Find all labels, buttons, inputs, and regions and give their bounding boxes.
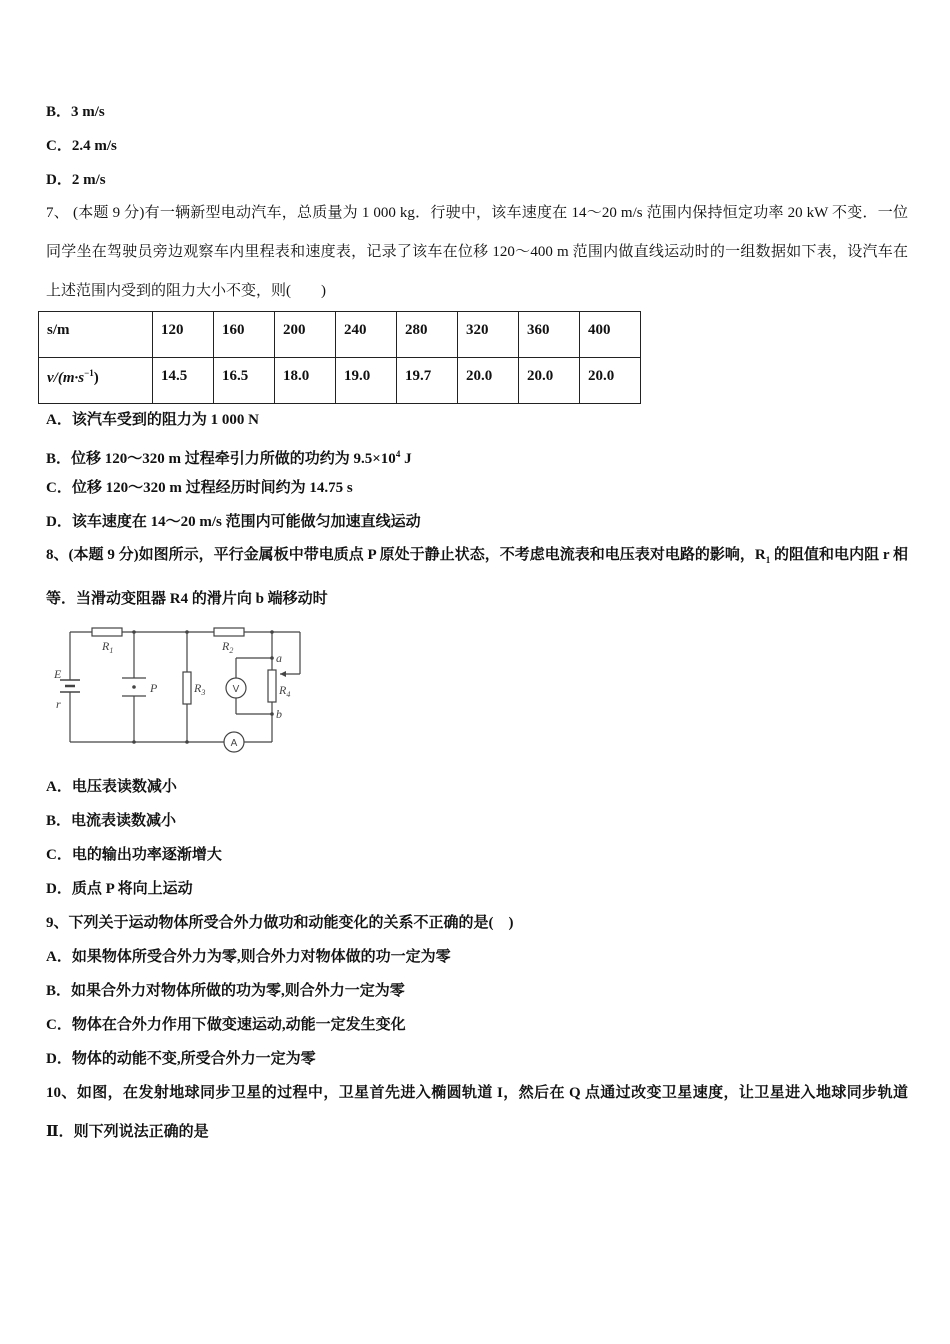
table-cell: 16.5 bbox=[214, 358, 275, 404]
q9-option-a: A．如果物体所受合外力为零,则合外力对物体做的功一定为零 bbox=[46, 949, 451, 965]
table-cell: 18.0 bbox=[275, 358, 336, 404]
q7-option-c: C．位移 120～320 m 过程经历时间约为 14.75 s bbox=[46, 480, 353, 496]
table-cell: 14.5 bbox=[153, 358, 214, 404]
q8-option-c: C．电的输出功率逐渐增大 bbox=[46, 847, 222, 863]
table-cell: 360 bbox=[519, 312, 580, 358]
table-cell: 240 bbox=[336, 312, 397, 358]
circuit-diagram bbox=[52, 622, 312, 762]
q8-option-a: A．电压表读数减小 bbox=[46, 779, 177, 795]
voltmeter-label: V bbox=[232, 684, 240, 695]
q7-option-a: A．该汽车受到的阻力为 1 000 N bbox=[46, 412, 259, 428]
table-cell: 20.0 bbox=[580, 358, 641, 404]
table-cell: 19.7 bbox=[397, 358, 458, 404]
q8-option-b: B．电流表读数减小 bbox=[46, 813, 177, 829]
table-cell: 19.0 bbox=[336, 358, 397, 404]
q9-option-d: D．物体的动能不变,所受合外力一定为零 bbox=[46, 1051, 316, 1067]
q6-option-d: D．2 m/s bbox=[46, 172, 106, 188]
table-header-s: s/m bbox=[39, 312, 153, 358]
table-row bbox=[39, 312, 641, 358]
q7-option-b: B．位移 120～320 m 过程牵引力所做的功约为 $9.5\times 10^4$ J bbox=[46, 449, 412, 467]
label-R1: $R_1$ bbox=[102, 639, 114, 655]
q6-option-c: C．2.4 m/s bbox=[46, 138, 117, 154]
table-row bbox=[39, 358, 641, 404]
q9-stem: 9、下列关于运动物体所受合外力做功和动能变化的关系不正确的是( ) bbox=[46, 915, 514, 931]
label-P: P bbox=[150, 681, 158, 695]
q9-option-c: C．物体在合外力作用下做变速运动,动能一定发生变化 bbox=[46, 1017, 406, 1033]
q7-stem: 7、 (本题 9 分)有一辆新型电动汽车，总质量为 1 000 kg．行驶中，该车速度在 14～20 m/s 范围内保持恒定功率 20 kW 不变．一位同学坐在驾驶员旁边观察车内里程表和速度表，记录了该车在位移 120～400 m 范围内做直线运动时的一组数据如下表，设汽车在上述范围内受到的阻力大小不变，则( ) bbox=[46, 205, 908, 299]
table-header-v: $v/(m\cdot s^{-1})$ bbox=[39, 358, 153, 404]
q8-option-d: D．质点 P 将向上运动 bbox=[46, 881, 193, 897]
q7-data-table bbox=[38, 311, 641, 404]
table-cell: 400 bbox=[580, 312, 641, 358]
q7-option-d: D．该车速度在 14～20 m/s 范围内可能做匀加速直线运动 bbox=[46, 514, 421, 530]
q9-option-b: B．如果合外力对物体所做的功为零,则合外力一定为零 bbox=[46, 983, 405, 999]
label-r: r bbox=[56, 697, 61, 711]
table-cell: 160 bbox=[214, 312, 275, 358]
label-R4: $R_4$ bbox=[279, 683, 291, 699]
table-cell: 120 bbox=[153, 312, 214, 358]
table-cell: 20.0 bbox=[458, 358, 519, 404]
ammeter-label: A bbox=[230, 738, 238, 749]
q8-stem: 8、(本题 9 分)如图所示，平行金属板中带电质点 P 原处于静止状态，不考虑电流表和电压表对电路的影响，$R_1$ 的阻值和电内阻 r 相等．当滑动变阻器 R4 的滑片向 b 端移动时 bbox=[46, 547, 909, 607]
label-E: E bbox=[54, 667, 62, 681]
table-cell: 280 bbox=[397, 312, 458, 358]
q10-stem: 10、如图，在发射地球同步卫星的过程中，卫星首先进入椭圆轨道 I，然后在 Q 点通过改变卫星速度，让卫星进入地球同步轨道Ⅱ．则下列说法正确的是 bbox=[46, 1085, 908, 1140]
table-cell: 320 bbox=[458, 312, 519, 358]
label-b: b bbox=[276, 707, 282, 721]
q6-option-b: B．3 m/s bbox=[46, 104, 105, 120]
label-R2: $R_2$ bbox=[222, 639, 234, 655]
table-cell: 20.0 bbox=[519, 358, 580, 404]
label-R3: $R_3$ bbox=[194, 681, 206, 697]
label-a: a bbox=[276, 651, 282, 665]
table-cell: 200 bbox=[275, 312, 336, 358]
